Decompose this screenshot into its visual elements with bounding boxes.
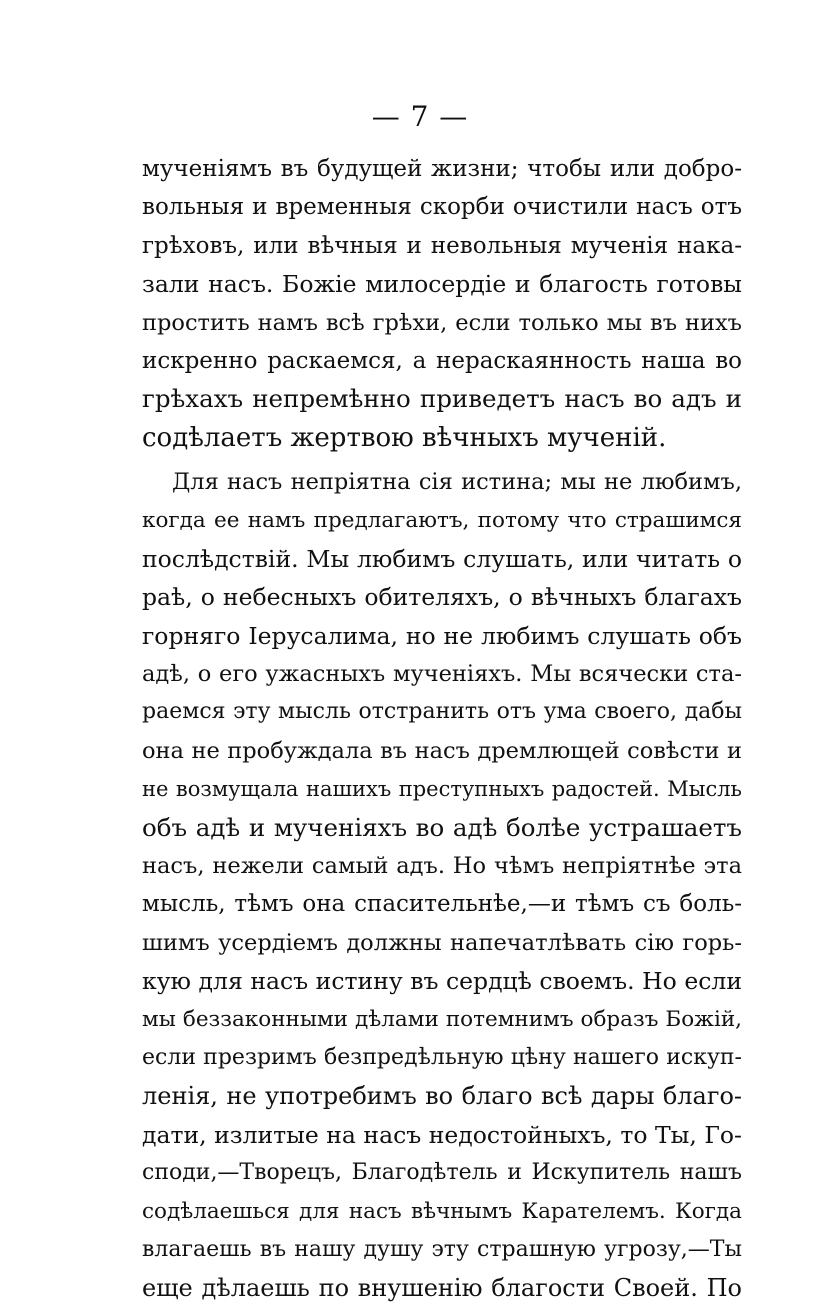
- text-line: грѣхахъ непремѣнно приведетъ насъ во адъ и: [142, 384, 742, 414]
- text-line: адѣ, о его ужасныхъ мученіяхъ. Мы всячески ста-: [142, 661, 742, 688]
- paragraph-1: [142, 150, 742, 457]
- text-line: мученіямъ въ будущей жизни; чтобы или добро-: [142, 156, 742, 182]
- text-line: горняго Іерусалима, но не любимъ слушать объ: [142, 621, 742, 650]
- text-line: дати, излитые на насъ недостойныхъ, то Ты, Го-: [142, 1120, 742, 1149]
- text-line: споди,—Творецъ, Благодѣтель и Искупитель нашъ: [142, 1160, 742, 1186]
- text-line: насъ, нежели самый адъ. Но чѣмъ непріятнѣе эта: [142, 853, 742, 880]
- text-line: она не пробуждала въ насъ дремлющей совѣсти и: [142, 737, 742, 764]
- text-line: грѣховъ, или вѣчныя и невольныя мученія нака-: [142, 232, 742, 259]
- text-line: кую для насъ истину въ сердцѣ своемъ. Но если: [142, 967, 742, 996]
- text-line: не возмущала нашихъ преступныхъ радостей. Мысль: [142, 777, 742, 802]
- text-line: содѣлаетъ жертвою вѣчныхъ мученій.: [142, 422, 667, 453]
- paragraph-2: [142, 463, 742, 1308]
- text-line: раемся эту мысль отстранить отъ ума своего, дабы: [142, 699, 742, 725]
- text-line: Для насъ непріятна сія истина; мы не любимъ,: [172, 469, 742, 496]
- text-line: содѣлаешься для насъ вѣчнымъ Карателемъ. Когда: [142, 1198, 742, 1224]
- page-number: — 7 —: [371, 100, 469, 133]
- text-line: когда ее намъ предлагаютъ, потому что страшимся: [142, 507, 742, 533]
- text-line: ленія, не употребимъ во благо всѣ дары благо-: [142, 1082, 742, 1111]
- text-line: вольныя и временныя скорби очистили насъ отъ: [142, 194, 742, 221]
- text-line: шимъ усердіемъ должны напечатлѣвать сію горь-: [142, 929, 742, 956]
- text-line: зали насъ. Божіе милосердіе и благость готовы: [142, 270, 742, 299]
- text-line: еще дѣлаешь по внушенію благости Своей. По: [142, 1274, 742, 1303]
- text-line: послѣдствій. Мы любимъ слушать, или читать о: [142, 544, 742, 573]
- text-line: простить намъ всѣ грѣхи, если только мы въ нихъ: [142, 309, 742, 336]
- text-line: влагаешь въ нашу душу эту страшную угрозу,—Ты: [142, 1236, 742, 1262]
- text-line: раѣ, о небесныхъ обителяхъ, о вѣчныхъ благахъ: [142, 583, 742, 612]
- text-line: мы беззаконными дѣлами потемнимъ образъ Божій,: [142, 1006, 742, 1032]
- text-line: объ адѣ и мученіяхъ во адѣ болѣе устрашаетъ: [142, 812, 742, 842]
- text-line: искренно раскаемся, а нераскаянность наша во: [142, 347, 742, 374]
- text-block: [142, 150, 742, 1308]
- text-line: мысль, тѣмъ она спасительнѣе,—и тѣмъ съ боль-: [142, 891, 742, 918]
- text-line: если презримъ безпредѣльную цѣну нашего искуп-: [142, 1044, 742, 1070]
